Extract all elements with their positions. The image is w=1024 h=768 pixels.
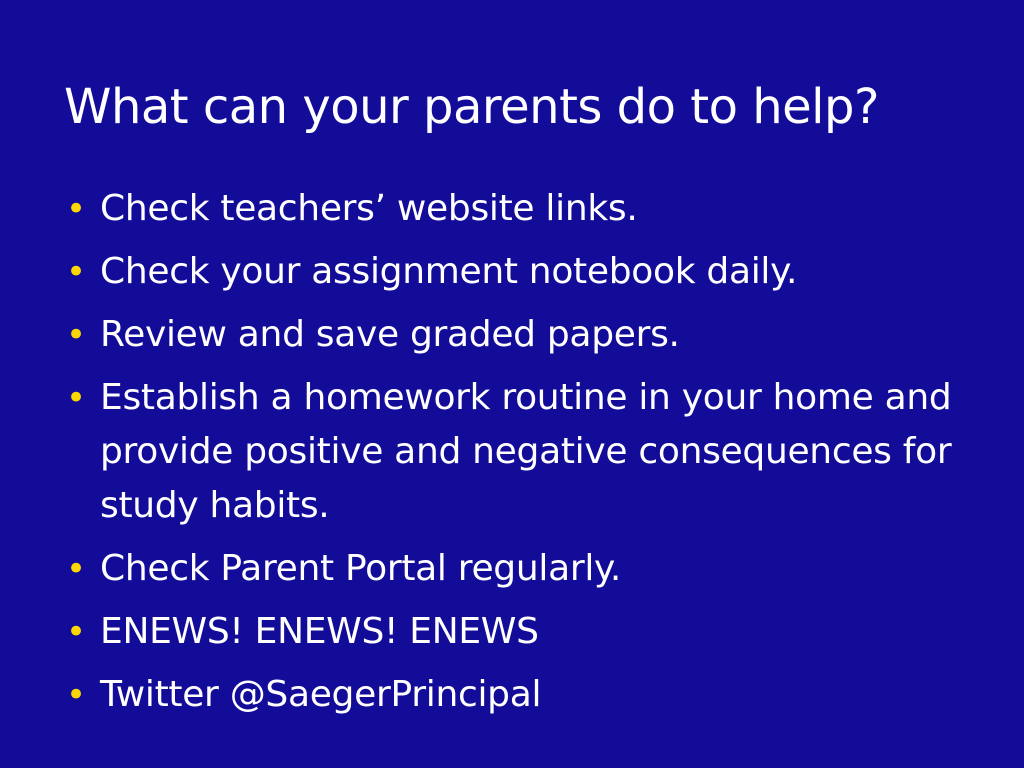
- bullet-icon: •: [66, 315, 86, 355]
- bullet-text: Establish a homework routine in your home and provide positive and negative consequences for study habits.: [100, 377, 952, 526]
- bullet-text: Check your assignment notebook daily.: [100, 251, 798, 292]
- bullet-item-website-links: [66, 182, 966, 236]
- bullet-text: ENEWS! ENEWS! ENEWS: [100, 611, 539, 652]
- bullet-text: Twitter @SaegerPrincipal: [100, 674, 542, 715]
- bullet-item-twitter: [66, 668, 966, 722]
- bullet-item-graded-papers: [66, 308, 966, 362]
- bullet-item-parent-portal: [66, 542, 966, 596]
- bullet-icon: •: [66, 549, 86, 589]
- slide-title: What can your parents do to help?: [64, 79, 879, 135]
- bullet-icon: •: [66, 378, 86, 418]
- bullet-icon: •: [66, 612, 86, 652]
- bullet-text: Check Parent Portal regularly.: [100, 548, 622, 589]
- bullet-item-assignment-notebook: [66, 245, 966, 299]
- bullet-item-enews: [66, 605, 966, 659]
- bullet-item-homework-routine: [66, 371, 966, 533]
- bullet-icon: •: [66, 189, 86, 229]
- bullet-icon: •: [66, 675, 86, 715]
- bullet-icon: •: [66, 252, 86, 292]
- bullet-text: Check teachers’ website links.: [100, 188, 638, 229]
- bullet-list: [66, 182, 966, 731]
- bullet-text: Review and save graded papers.: [100, 314, 680, 355]
